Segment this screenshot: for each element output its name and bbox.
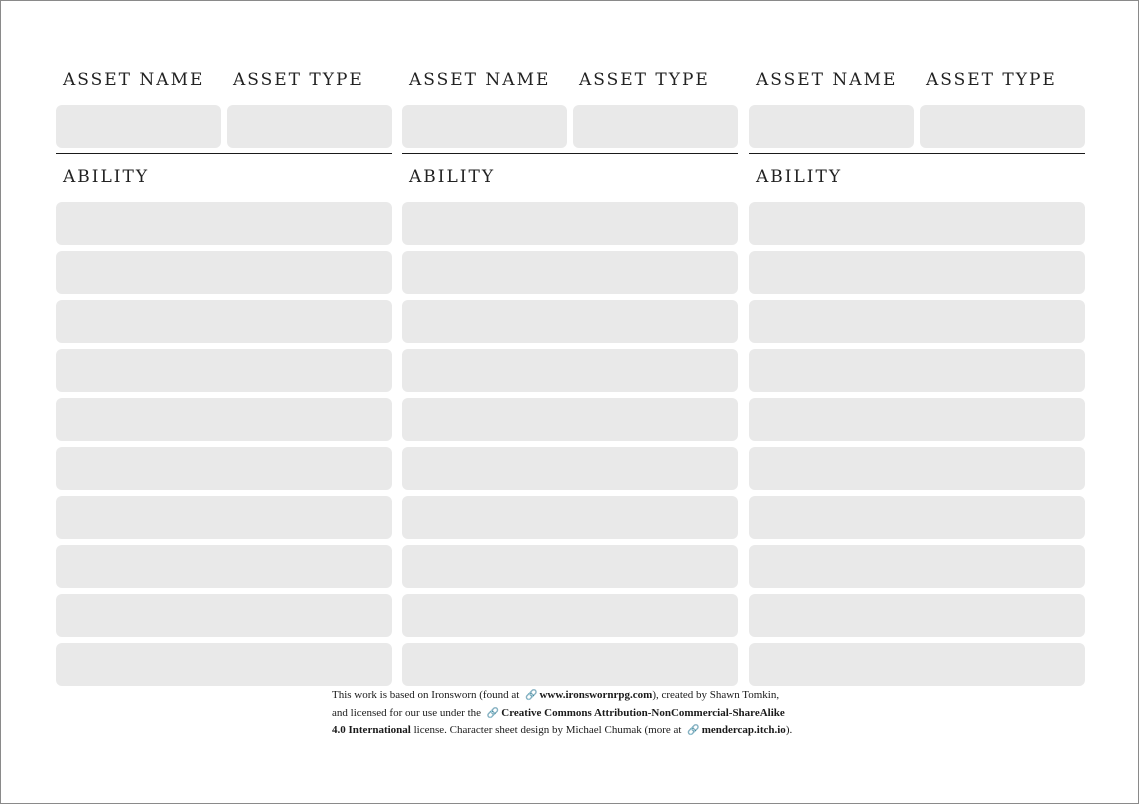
ability-field[interactable]	[749, 643, 1085, 686]
ability-field[interactable]	[402, 643, 738, 686]
asset-type-field[interactable]	[573, 105, 738, 148]
ability-list	[402, 202, 738, 692]
ability-list	[749, 202, 1085, 692]
ability-field[interactable]	[56, 202, 392, 245]
ability-field[interactable]	[402, 594, 738, 637]
ability-list	[56, 202, 392, 692]
ability-field[interactable]	[749, 300, 1085, 343]
ability-label: ABILITY	[409, 167, 496, 187]
ability-label: ABILITY	[63, 167, 150, 187]
ability-field[interactable]	[749, 202, 1085, 245]
ability-field[interactable]	[56, 496, 392, 539]
ability-field[interactable]	[56, 545, 392, 588]
section-divider	[402, 153, 738, 154]
ability-label: ABILITY	[756, 167, 843, 187]
attribution-footer	[332, 687, 832, 740]
ability-field[interactable]	[56, 300, 392, 343]
section-divider	[56, 153, 392, 154]
asset-name-label: ASSET NAME	[409, 70, 551, 90]
asset-type-field[interactable]	[920, 105, 1085, 148]
ability-field[interactable]	[402, 447, 738, 490]
asset-name-field[interactable]	[402, 105, 567, 148]
link-icon: 🔗	[486, 707, 500, 719]
ability-field[interactable]	[402, 545, 738, 588]
link-icon: 🔗	[687, 725, 700, 736]
asset-name-field[interactable]	[749, 105, 914, 148]
ability-field[interactable]	[402, 202, 738, 245]
section-divider	[749, 153, 1085, 154]
asset-name-label: ASSET NAME	[63, 70, 205, 90]
ability-field[interactable]	[56, 643, 392, 686]
link-icon: 🔗	[525, 690, 538, 701]
footer-text: This work is based on Ironsworn (found at	[332, 689, 520, 701]
ability-field[interactable]	[56, 398, 392, 441]
asset-name-field[interactable]	[56, 105, 221, 148]
ability-field[interactable]	[56, 594, 392, 637]
asset-type-field[interactable]	[227, 105, 392, 148]
ability-field[interactable]	[56, 447, 392, 490]
ability-field[interactable]	[749, 594, 1085, 637]
ability-field[interactable]	[749, 545, 1085, 588]
license-link-continued[interactable]: 4.0 International	[332, 724, 411, 736]
asset-type-label: ASSET TYPE	[926, 70, 1057, 90]
footer-text: and licensed for our use under the	[332, 706, 482, 719]
ability-field[interactable]	[749, 398, 1085, 441]
ability-field[interactable]	[749, 496, 1085, 539]
footer-text: ).	[785, 724, 793, 736]
ability-field[interactable]	[402, 398, 738, 441]
license-link[interactable]: Creative Commons Attribution-NonCommercial-ShareAlike	[501, 706, 785, 719]
asset-name-label: ASSET NAME	[756, 70, 898, 90]
asset-type-label: ASSET TYPE	[579, 70, 710, 90]
ironsworn-site-link[interactable]: www.ironswornrpg.com	[539, 689, 653, 701]
footer-text: license. Character sheet design by Michael Chumak (more at	[410, 724, 682, 736]
designer-site-link[interactable]: mendercap.itch.io	[701, 724, 786, 736]
ability-field[interactable]	[402, 496, 738, 539]
ability-field[interactable]	[749, 349, 1085, 392]
ability-field[interactable]	[56, 349, 392, 392]
ability-field[interactable]	[56, 251, 392, 294]
footer-text: ), created by Shawn Tomkin,	[652, 689, 780, 701]
ability-field[interactable]	[402, 300, 738, 343]
asset-type-label: ASSET TYPE	[233, 70, 364, 90]
ability-field[interactable]	[749, 447, 1085, 490]
ability-field[interactable]	[402, 349, 738, 392]
ability-field[interactable]	[749, 251, 1085, 294]
ability-field[interactable]	[402, 251, 738, 294]
